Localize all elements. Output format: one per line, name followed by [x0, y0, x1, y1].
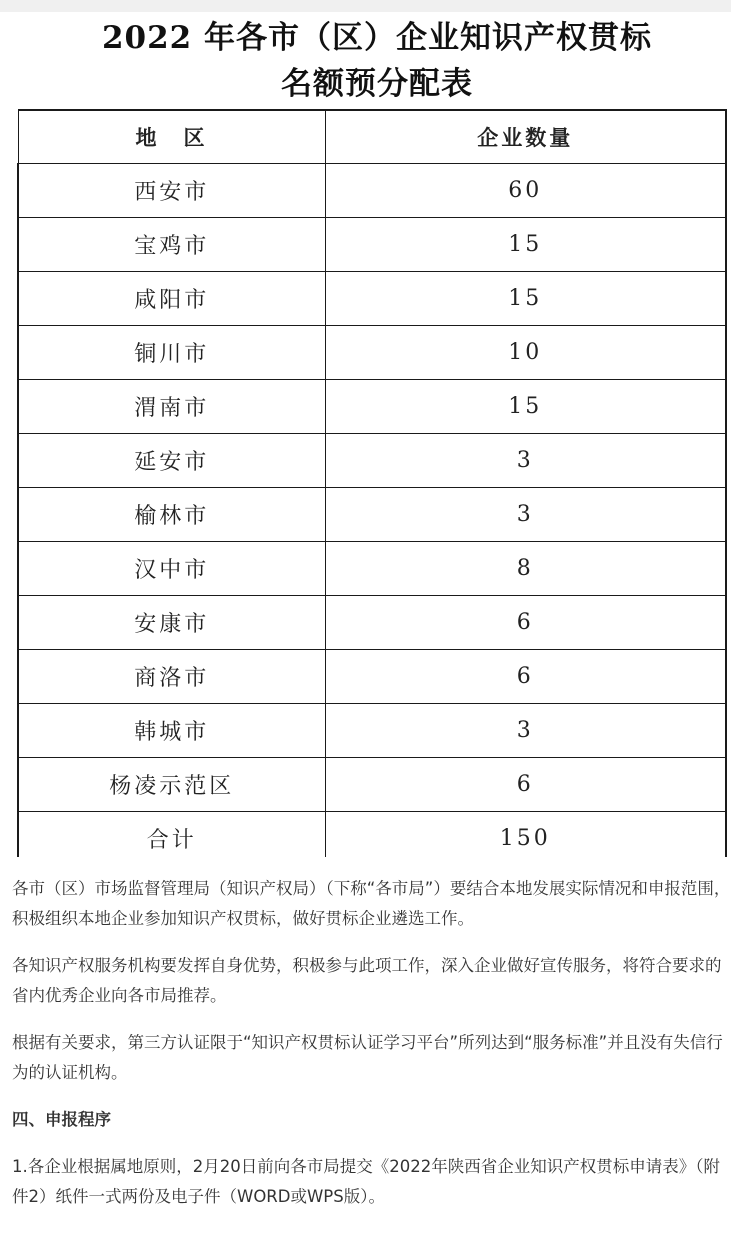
quota-table-image [0, 12, 754, 857]
region-cell: 商洛市 [18, 650, 325, 704]
table-row [18, 218, 726, 272]
paragraph-city-bureaus: 各市（区）市场监督管理局（知识产权局）（下称“各市局”）要结合本地发展实际情况和申报范围，积极组织本地企业参加知识产权贯标，做好贯标企业遴选工作。 [12, 879, 731, 928]
table-row [18, 164, 726, 218]
header-region: 地 区 [18, 110, 325, 164]
section-heading-procedure: 四、申报程序 [12, 1110, 111, 1129]
region-cell: 杨凌示范区 [18, 758, 325, 812]
region-cell: 铜川市 [18, 326, 325, 380]
count-cell: 6 [325, 596, 726, 650]
count-cell: 6 [325, 758, 726, 812]
table-row [18, 488, 726, 542]
table-row [18, 758, 726, 812]
count-cell: 3 [325, 488, 726, 542]
count-cell: 60 [325, 164, 726, 218]
total-row [18, 812, 726, 858]
region-cell: 咸阳市 [18, 272, 325, 326]
top-scroll-bar [0, 0, 731, 12]
count-cell: 3 [325, 704, 726, 758]
table-row [18, 542, 726, 596]
table-row [18, 380, 726, 434]
count-cell: 15 [325, 380, 726, 434]
table-row [18, 596, 726, 650]
count-cell: 15 [325, 272, 726, 326]
region-cell: 汉中市 [18, 542, 325, 596]
region-cell: 延安市 [18, 434, 325, 488]
region-cell: 安康市 [18, 596, 325, 650]
region-cell: 宝鸡市 [18, 218, 325, 272]
paragraph-procedure-step-1: 1.各企业根据属地原则，2月20日前向各市局提交《2022年陕西省企业知识产权贯标申请表》（附件2）纸件一式两份及电子件（WORD或WPS版）。 [12, 1157, 720, 1206]
region-cell: 渭南市 [18, 380, 325, 434]
count-cell: 8 [325, 542, 726, 596]
count-cell: 10 [325, 326, 726, 380]
table-header-row [18, 110, 726, 164]
article-body [12, 874, 734, 1229]
total-count-cell: 150 [325, 812, 726, 858]
region-cell: 西安市 [18, 164, 325, 218]
paragraph-service-agencies: 各知识产权服务机构要发挥自身优势，积极参与此项工作，深入企业做好宣传服务，将符合要求的省内优秀企业向各市局推荐。 [12, 956, 722, 1005]
table-row [18, 272, 726, 326]
table-row [18, 704, 726, 758]
count-cell: 3 [325, 434, 726, 488]
count-cell: 15 [325, 218, 726, 272]
region-cell: 韩城市 [18, 704, 325, 758]
table-row [18, 434, 726, 488]
paragraph-certification: 根据有关要求，第三方认证限于“知识产权贯标认证学习平台”所列达到“服务标准”并且没有失信行为的认证机构。 [12, 1033, 723, 1082]
table-row [18, 326, 726, 380]
doc-title-line-2: 名额预分配表 [281, 66, 473, 102]
doc-title-line-1: 2022 年各市（区）企业知识产权贯标 [101, 20, 653, 56]
total-label-cell: 合计 [18, 812, 325, 858]
region-cell: 榆林市 [18, 488, 325, 542]
header-count: 企业数量 [325, 110, 726, 164]
quota-table [17, 109, 727, 857]
table-row [18, 650, 726, 704]
count-cell: 6 [325, 650, 726, 704]
